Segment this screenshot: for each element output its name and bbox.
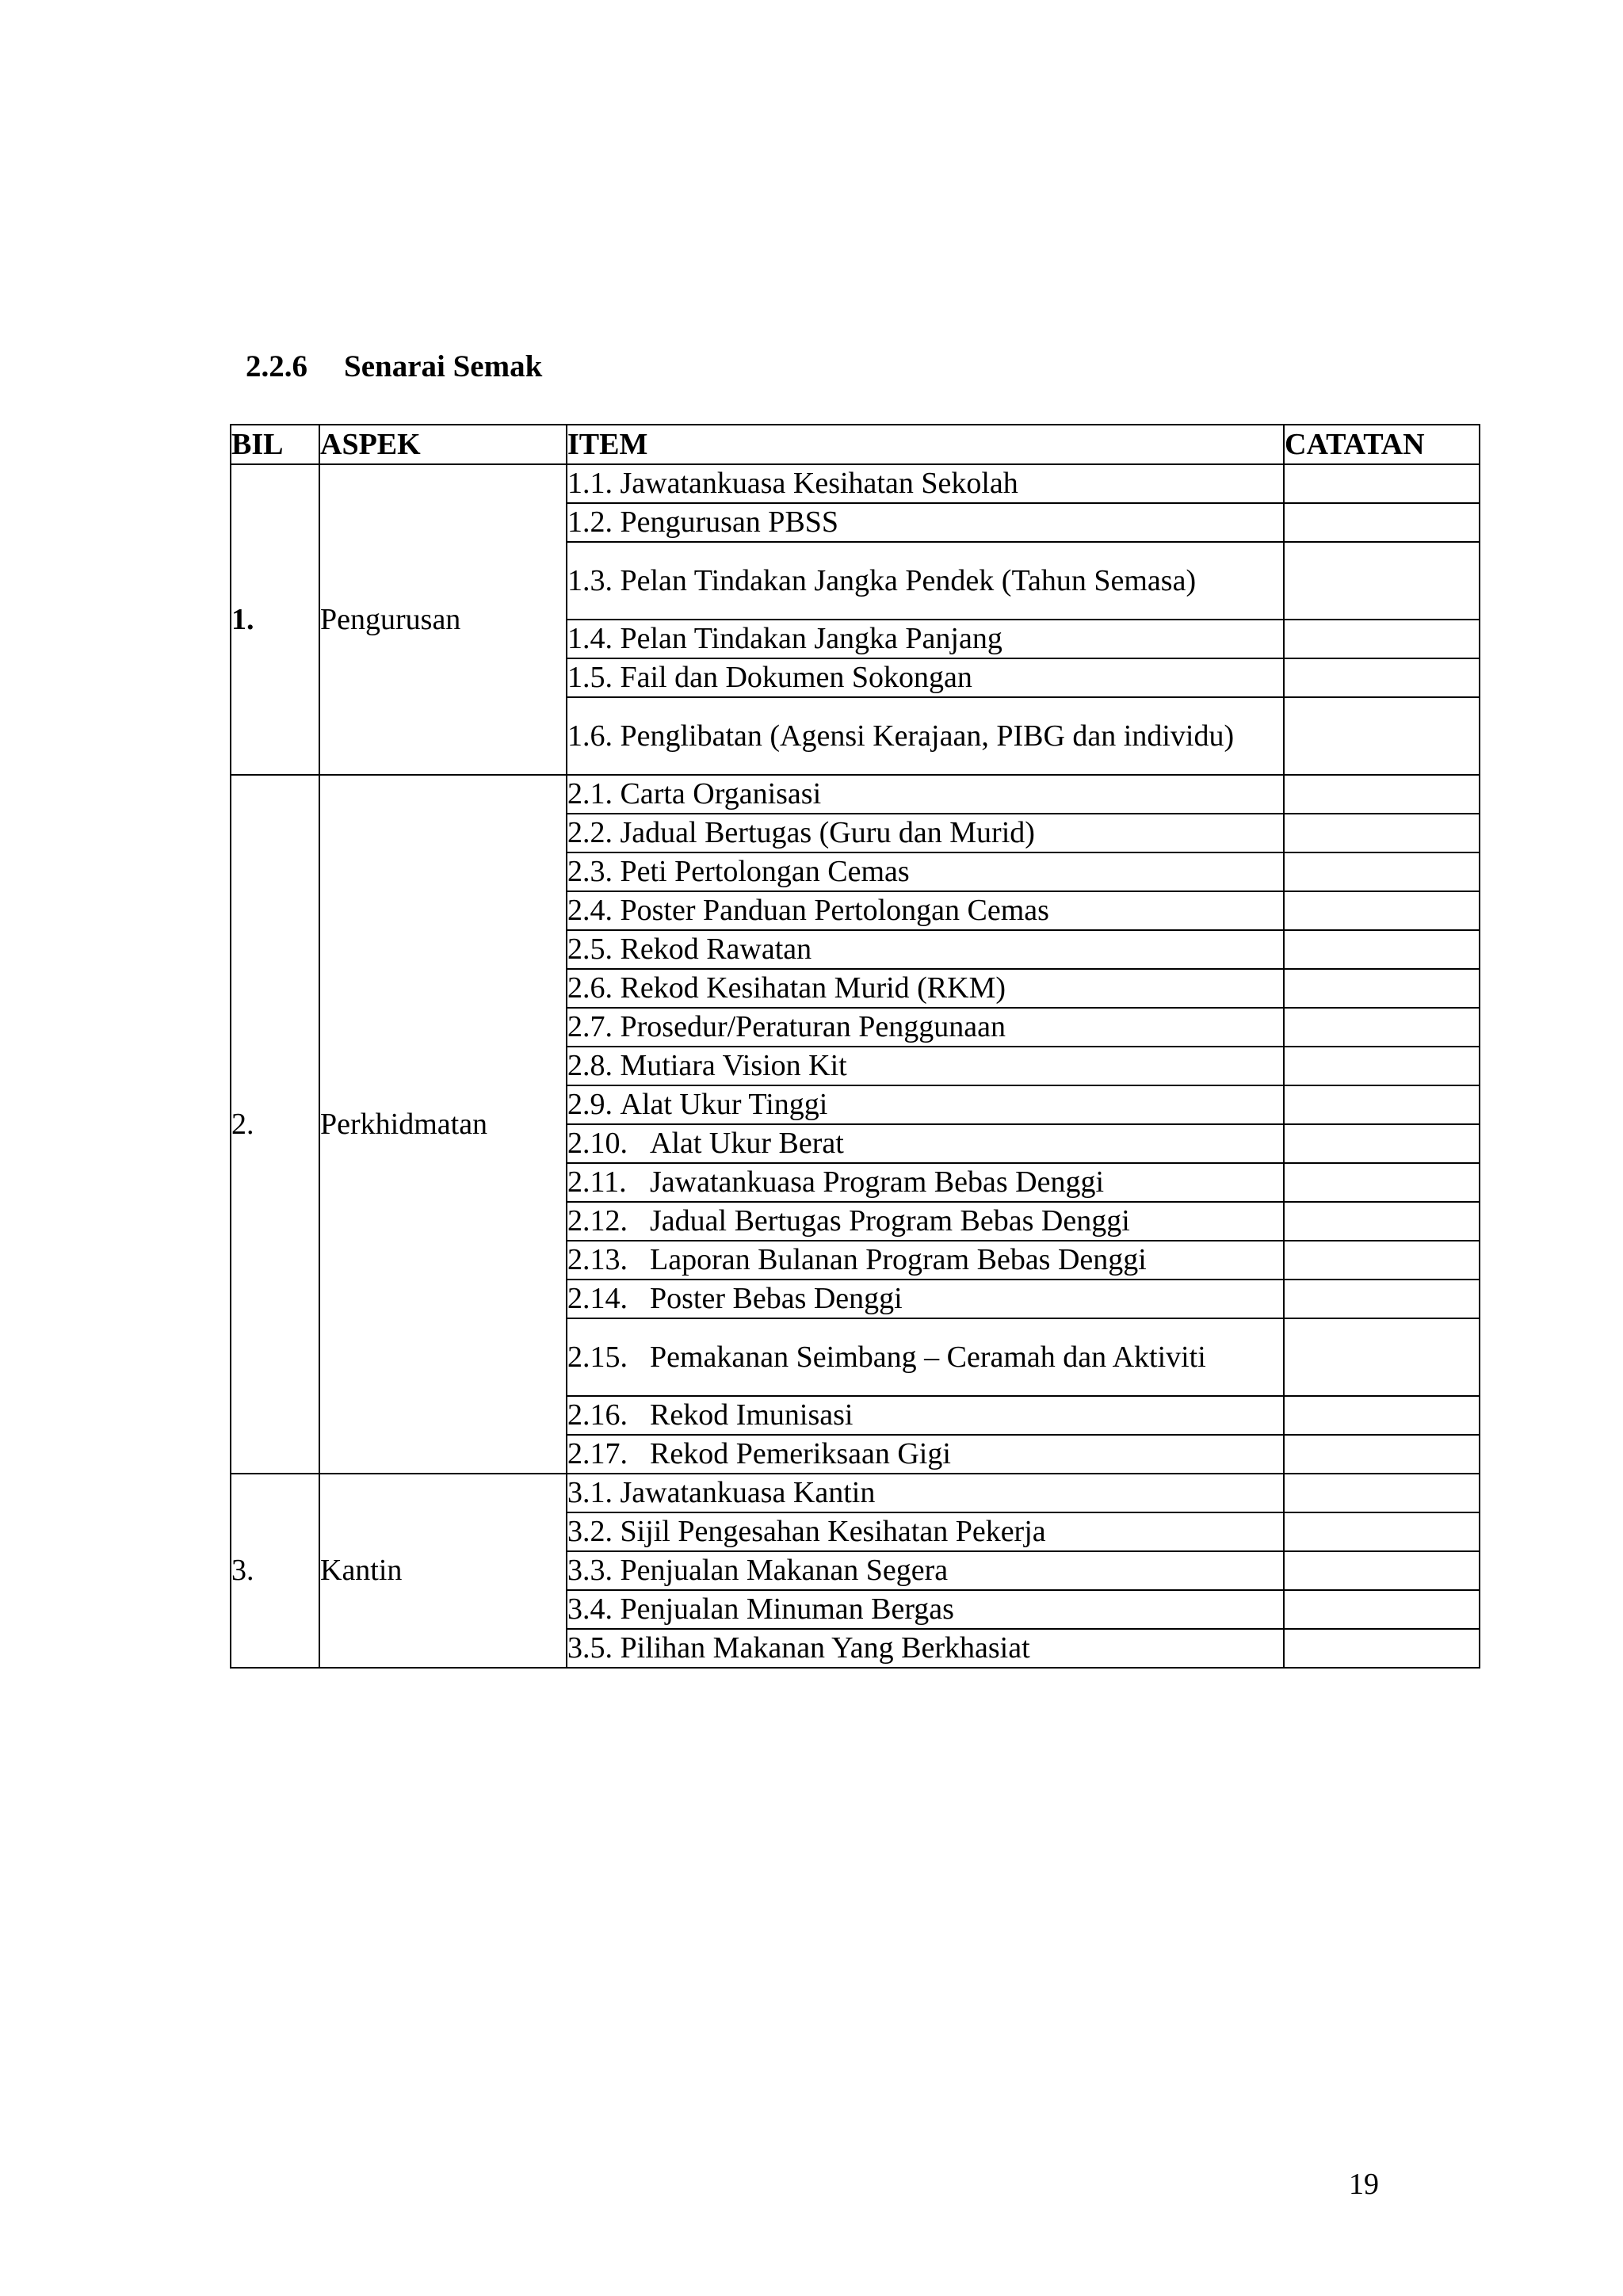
item-cell (567, 1590, 1284, 1629)
aspek-cell: Pengurusan (319, 464, 567, 775)
catatan-cell (1284, 1085, 1480, 1124)
item-number: 2.15. (567, 1340, 628, 1374)
item-text: Poster Panduan Pertolongan Cemas (620, 894, 1049, 927)
catatan-cell (1284, 1551, 1480, 1590)
item-number: 2.8. (567, 1049, 621, 1082)
item-text: Jawatankuasa Program Bebas Denggi (650, 1165, 1105, 1199)
item-text: Penjualan Minuman Bergas (620, 1592, 954, 1626)
item-cell (567, 1318, 1284, 1396)
item-line (567, 971, 1283, 1005)
item-text: Pelan Tindakan Jangka Panjang (620, 622, 1002, 655)
catatan-cell (1284, 775, 1480, 814)
item-line (567, 855, 1283, 889)
table-header-row (231, 425, 1480, 464)
item-line (567, 564, 1283, 598)
item-number: 2.11. (567, 1165, 627, 1199)
item-number: 1.1. (567, 467, 621, 500)
table-row (231, 464, 1480, 503)
item-line (567, 1165, 1283, 1199)
item-text: Carta Organisasi (620, 777, 822, 810)
item-number: 2.13. (567, 1243, 628, 1276)
item-line (567, 1398, 1283, 1432)
item-line (567, 1243, 1283, 1277)
catatan-cell (1284, 1629, 1480, 1668)
item-text: Alat Ukur Tinggi (620, 1088, 828, 1121)
item-text: Alat Ukur Berat (650, 1127, 844, 1160)
header-bil: BIL (231, 425, 319, 464)
item-line (567, 505, 1283, 540)
item-cell (567, 1512, 1284, 1551)
catatan-cell (1284, 814, 1480, 852)
catatan-cell (1284, 1280, 1480, 1318)
item-line (567, 1204, 1283, 1238)
catatan-cell (1284, 1435, 1480, 1474)
catatan-cell (1284, 1318, 1480, 1396)
item-text: Rekod Rawatan (620, 933, 812, 966)
item-text: Pilihan Makanan Yang Berkhasiat (620, 1631, 1030, 1665)
header-aspek: ASPEK (319, 425, 567, 464)
catatan-cell (1284, 503, 1480, 542)
item-number: 1.6. (567, 719, 621, 753)
item-number: 2.3. (567, 855, 621, 888)
item-text: Sijil Pengesahan Kesihatan Pekerja (620, 1515, 1046, 1548)
item-number: 2.12. (567, 1204, 628, 1238)
item-line (567, 719, 1283, 753)
item-number: 2.5. (567, 933, 621, 966)
catatan-cell (1284, 658, 1480, 697)
item-line (567, 1282, 1283, 1316)
item-number: 2.17. (567, 1437, 628, 1470)
item-line (567, 1554, 1283, 1588)
item-text: Jawatankuasa Kesihatan Sekolah (620, 467, 1018, 500)
item-number: 2.14. (567, 1282, 628, 1315)
catatan-cell (1284, 697, 1480, 775)
item-line (567, 933, 1283, 967)
aspek-cell: Kantin (319, 1474, 567, 1668)
page-number: 19 (1349, 2168, 1379, 2201)
item-text: Mutiara Vision Kit (620, 1049, 847, 1082)
item-line (567, 1341, 1283, 1375)
item-number: 2.2. (567, 816, 621, 849)
catatan-cell (1284, 1396, 1480, 1435)
item-number: 1.5. (567, 661, 621, 694)
item-cell (567, 1396, 1284, 1435)
item-cell (567, 969, 1284, 1008)
item-cell (567, 1435, 1284, 1474)
item-cell (567, 1551, 1284, 1590)
item-line (567, 1049, 1283, 1083)
item-line (567, 1592, 1283, 1627)
section-heading (246, 349, 542, 384)
item-cell (567, 852, 1284, 891)
bil-cell: 1. (231, 464, 319, 775)
item-text: Rekod Pemeriksaan Gigi (650, 1437, 951, 1470)
item-text: Jawatankuasa Kantin (620, 1476, 876, 1509)
item-number: 2.4. (567, 894, 621, 927)
item-cell (567, 1163, 1284, 1202)
item-text: Penglibatan (Agensi Kerajaan, PIBG dan individu) (620, 719, 1235, 753)
item-cell (567, 620, 1284, 658)
item-text: Rekod Kesihatan Murid (RKM) (620, 971, 1006, 1005)
item-text: Fail dan Dokumen Sokongan (620, 661, 972, 694)
item-cell (567, 1085, 1284, 1124)
aspek-cell: Perkhidmatan (319, 775, 567, 1474)
item-line (567, 894, 1283, 928)
item-text: Laporan Bulanan Program Bebas Denggi (650, 1243, 1147, 1276)
item-cell (567, 1202, 1284, 1241)
item-cell (567, 814, 1284, 852)
item-cell (567, 697, 1284, 775)
item-number: 1.3. (567, 563, 621, 597)
item-text: Peti Pertolongan Cemas (620, 855, 910, 888)
item-line (567, 622, 1283, 656)
item-cell (567, 1047, 1284, 1085)
item-number: 2.16. (567, 1398, 628, 1432)
item-number: 2.10. (567, 1127, 628, 1160)
item-line (567, 1515, 1283, 1549)
item-line (567, 816, 1283, 850)
catatan-cell (1284, 1163, 1480, 1202)
item-number: 2.7. (567, 1010, 621, 1043)
item-cell (567, 464, 1284, 503)
catatan-cell (1284, 1202, 1480, 1241)
item-number: 1.4. (567, 622, 621, 655)
bil-cell: 3. (231, 1474, 319, 1668)
item-cell (567, 775, 1284, 814)
catatan-cell (1284, 1008, 1480, 1047)
item-cell (567, 891, 1284, 930)
item-text: Rekod Imunisasi (650, 1398, 854, 1432)
item-line (567, 467, 1283, 501)
item-cell (567, 658, 1284, 697)
section-title: Senarai Semak (344, 349, 543, 383)
catatan-cell (1284, 969, 1480, 1008)
catatan-cell (1284, 1241, 1480, 1280)
item-cell (567, 503, 1284, 542)
item-line (567, 1127, 1283, 1161)
checklist-body (231, 464, 1480, 1668)
item-number: 2.9. (567, 1088, 621, 1121)
bil-cell: 2. (231, 775, 319, 1474)
item-line (567, 1631, 1283, 1665)
item-text: Jadual Bertugas Program Bebas Denggi (650, 1204, 1130, 1238)
catatan-cell (1284, 1590, 1480, 1629)
item-cell (567, 1008, 1284, 1047)
item-text: Pengurusan PBSS (620, 505, 839, 539)
item-cell (567, 1629, 1284, 1668)
item-cell (567, 1280, 1284, 1318)
item-line (567, 1437, 1283, 1471)
item-cell (567, 1124, 1284, 1163)
item-number: 2.1. (567, 777, 621, 810)
table-row (231, 1474, 1480, 1512)
item-text: Jadual Bertugas (Guru dan Murid) (620, 816, 1035, 849)
catatan-cell (1284, 542, 1480, 620)
checklist-table (230, 424, 1480, 1669)
header-item: ITEM (567, 425, 1284, 464)
catatan-cell (1284, 852, 1480, 891)
table-row (231, 775, 1480, 814)
catatan-cell (1284, 891, 1480, 930)
item-number: 3.2. (567, 1515, 621, 1548)
item-text: Penjualan Makanan Segera (620, 1554, 949, 1587)
item-number: 3.5. (567, 1631, 621, 1665)
item-number: 3.1. (567, 1476, 621, 1509)
catatan-cell (1284, 1124, 1480, 1163)
item-cell (567, 1474, 1284, 1512)
catatan-cell (1284, 930, 1480, 969)
item-cell (567, 1241, 1284, 1280)
item-cell (567, 930, 1284, 969)
catatan-cell (1284, 464, 1480, 503)
catatan-cell (1284, 1512, 1480, 1551)
catatan-cell (1284, 620, 1480, 658)
item-cell (567, 542, 1284, 620)
item-text: Poster Bebas Denggi (650, 1282, 903, 1315)
header-catatan: CATATAN (1284, 425, 1480, 464)
item-line (567, 661, 1283, 695)
item-line (567, 1088, 1283, 1122)
catatan-cell (1284, 1047, 1480, 1085)
item-number: 2.6. (567, 971, 621, 1005)
item-number: 3.4. (567, 1592, 621, 1626)
item-line (567, 777, 1283, 811)
item-number: 3.3. (567, 1554, 621, 1587)
item-text: Pemakanan Seimbang – Ceramah dan Aktiviti (650, 1340, 1206, 1374)
item-line (567, 1010, 1283, 1044)
item-number: 1.2. (567, 505, 621, 539)
item-text: Pelan Tindakan Jangka Pendek (Tahun Semasa) (620, 563, 1197, 597)
section-number: 2.2.6 (246, 349, 307, 383)
catatan-cell (1284, 1474, 1480, 1512)
item-text: Prosedur/Peraturan Penggunaan (620, 1010, 1006, 1043)
item-line (567, 1476, 1283, 1510)
